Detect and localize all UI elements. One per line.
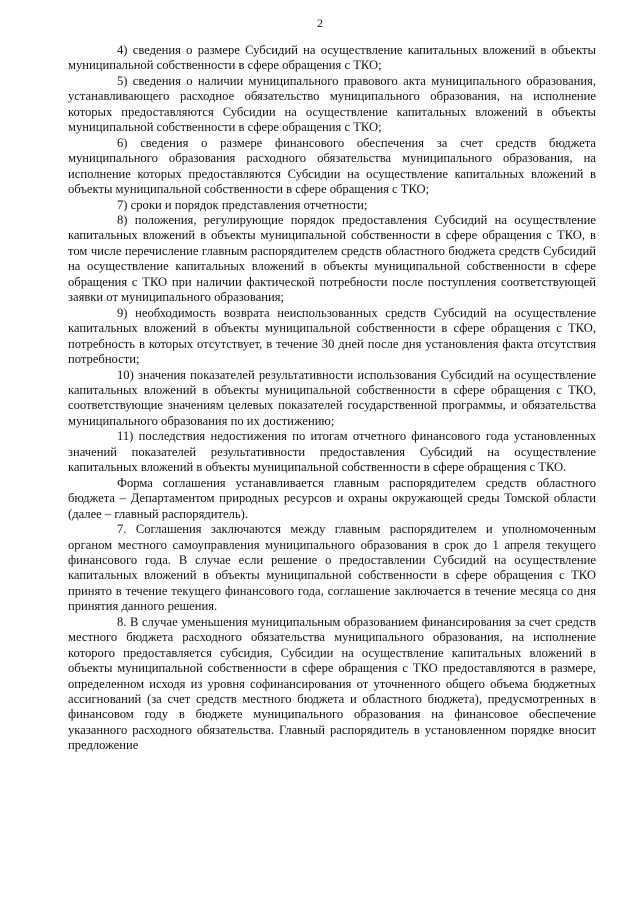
paragraph-item-4: 4) сведения о размере Субсидий на осуществление капитальных вложений в объекты муниципальной собственности в сфере обращения с ТКО; xyxy=(68,43,596,73)
paragraph-item-10: 10) значения показателей результативности использования Субсидий на осуществление капитальных вложений в объекты муниципальной собственности в сфере обращения с ТКО, соответствующие значениям целевых показателей государственной программы, и обязательства муниципального образования по их достижению; xyxy=(68,367,596,428)
paragraph-item-7: 7) сроки и порядок представления отчетности; xyxy=(117,197,368,212)
paragraph-section-8: 8. В случае уменьшения муниципальным образованием финансирования за счет средств местного бюджета расходного обязательства муниципального образования, на исполнение которого предоставляется субсидия, Субсидии на осуществление капитальных вложений в объекты муниципальной собственности в сфере обращения с ТКО предоставляются в размере, определенном исходя из уровня софинансирования от уточненного общего объема бюджетных ассигнований (за счет средств местного бюджета и областного бюджета), предусмотренных в финансовом году в бюджете муниципального образования на финансовое обеспечение указанного расходного обязательства. Главный распорядитель в установленном порядке вносит предложение xyxy=(68,614,596,753)
paragraph-agreement-form: Форма соглашения устанавливается главным распорядителем средств областного бюджета – Департаментом природных ресурсов и охраны окружающей среды Томской области (далее – главный распорядитель). xyxy=(68,475,596,521)
paragraph-item-11: 11) последствия недостижения по итогам отчетного финансового года установленных значений показателей результативности предоставления Субсидий на осуществление капитальных вложений в объекты муниципальной собственности в сфере обращения с ТКО. xyxy=(68,429,596,475)
paragraph-item-9: 9) необходимость возврата неиспользованных средств Субсидий на осуществление капитальных вложений в объекты муниципальной собственности в сфере обращения с ТКО, потребность в которых отсутствует, в течение 30 дней после дня установления факта отсутствия потребности; xyxy=(68,305,596,367)
page-number: 2 xyxy=(317,16,323,30)
paragraph-item-8: 8) положения, регулирующие порядок предоставления Субсидий на осуществление капитальных вложений в объекты муниципальной собственности в сфере обращения с ТКО, в том числе перечисление главным распорядителем средств областного бюджета средств Субсидий на осуществление капитальных вложений в объекты муниципальной собственности в сфере обращения с ТКО при наличии фактической потребности после поступления соответствующей заявки от муниципального образования; xyxy=(68,212,596,305)
document-body xyxy=(68,43,596,754)
paragraph-item-6: 6) сведения о размере финансового обеспечения за счет средств бюджета муниципального образования расходного обязательства муниципального образования, на исполнение которых предоставляются Субсидии на осуществление капитальных вложений в объекты муниципальной собственности в сфере обращения с ТКО; xyxy=(68,135,596,197)
paragraph-section-7: 7. Соглашения заключаются между главным распорядителем и уполномоченным органом местного самоуправления муниципального образования в срок до 1 апреля текущего финансового года. В случае если решение о предоставлении Субсидий на осуществление капитальных вложений в объекты муниципальной собственности в сфере обращения с ТКО принято в течение текущего финансового года, соглашение заключается в течение месяца со дня принятия данного решения. xyxy=(68,522,596,614)
paragraph-item-5: 5) сведения о наличии муниципального правового акта муниципального образования, устанавливающего расходное обязательство муниципального образования, на исполнение которых предоставляются Субсидии на осуществление капитальных вложений в объекты муниципальной собственности в сфере обращения с ТКО; xyxy=(68,73,596,135)
